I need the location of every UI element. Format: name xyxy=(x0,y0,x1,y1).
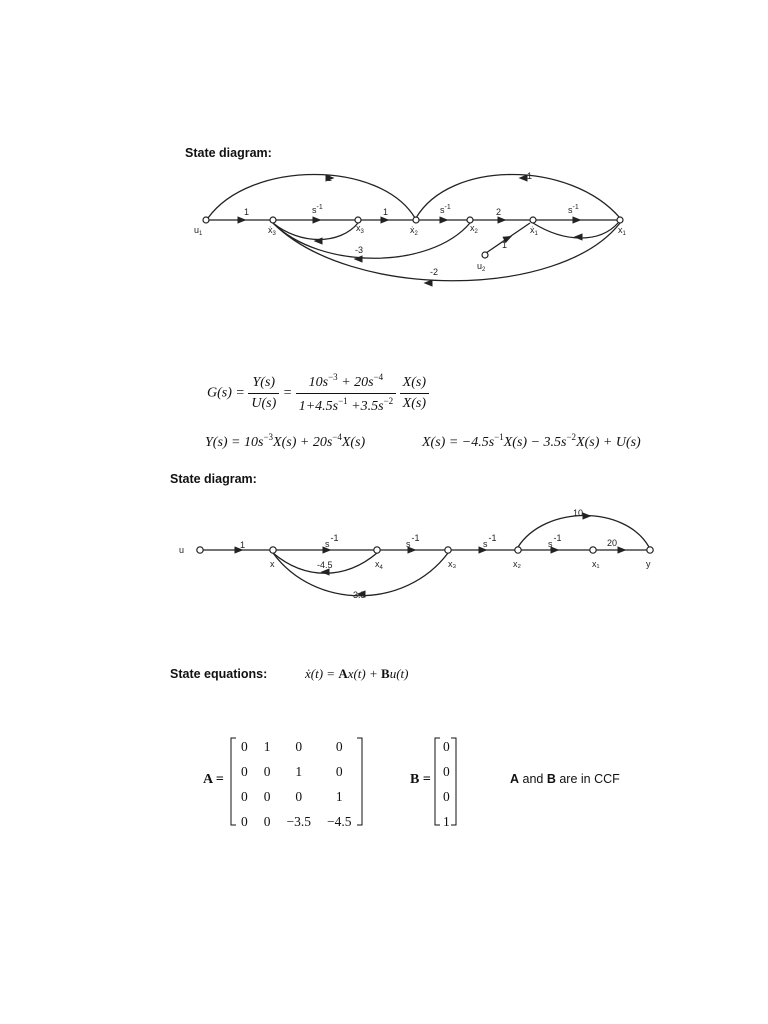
gain-top-feedback: -1 xyxy=(524,171,533,181)
matrix-a-cell: 0 xyxy=(241,738,248,754)
node-xdot2 xyxy=(413,217,419,223)
matrix-b-cell: 1 xyxy=(443,813,450,829)
matrix-a-cell: 0 xyxy=(335,763,343,779)
gain-minus-3-5: -3.5 xyxy=(350,590,366,600)
branch-x1-xd2-feedback xyxy=(416,175,620,219)
signal-flow-graph-2 xyxy=(165,500,685,610)
gain-20: 20 xyxy=(607,538,618,548)
matrix-a-row xyxy=(233,809,360,834)
node-x2 xyxy=(515,547,521,553)
x-over-x-fraction: $\frac{X(s)}{X(s)}$ xyxy=(400,375,429,412)
matrix-b-cell: 0 xyxy=(443,763,450,779)
matrix-b-row xyxy=(435,759,458,784)
node-u1 xyxy=(203,217,209,223)
gain-u-x: 1 xyxy=(240,540,246,550)
gain-minus-4-5: -4.5 xyxy=(317,560,333,570)
branch-x1-xd1-loop xyxy=(533,223,618,238)
matrix-b-row xyxy=(435,734,458,759)
state-space-equation: ẋ(t) = Ax(t) + Bu(t) xyxy=(305,666,409,681)
matrix-b-cell: 0 xyxy=(443,738,450,754)
state-diagram-heading-1: State diagram: xyxy=(185,146,272,160)
gain-s-b: s-1 xyxy=(406,533,420,549)
matrix-a-cell: 0 xyxy=(241,813,248,829)
node-x4 xyxy=(374,547,380,553)
matrix-a-cell: 1 xyxy=(295,763,303,779)
gain-s-c: s-1 xyxy=(483,533,497,549)
gain-top-1: 1 xyxy=(327,173,333,183)
label-x1: x₁ xyxy=(592,559,600,569)
node-x1 xyxy=(590,547,596,553)
node-u2 xyxy=(482,252,488,258)
output-equation: $Y(s) = 10s^{-3}X(s) + 20s^{-4}X(s)$ xyxy=(205,432,366,450)
matrix-a-cell: −3.5 xyxy=(286,813,311,829)
label-x3: $x_3$ xyxy=(356,223,364,235)
gain-s-d: s-1 xyxy=(548,533,562,549)
gain-minus-2: -2 xyxy=(430,267,439,277)
state-variable-equation: $X(s) = -4.5s^{-1}X(s) - 3.5s^{-2}X(s) + U(s)$ xyxy=(422,432,641,450)
label-y: y xyxy=(646,559,651,569)
g-of-s: G(s) = xyxy=(207,385,245,401)
matrix-a-row xyxy=(233,784,360,809)
node-xdot3 xyxy=(270,217,276,223)
matrix-a-cell: 0 xyxy=(295,788,303,804)
label-x2: $x_2$ xyxy=(470,223,478,235)
node-x1 xyxy=(617,217,623,223)
ccf-note: A and B are in CCF xyxy=(510,772,620,786)
label-x1: $x_1$ xyxy=(618,225,626,237)
node-xdot1 xyxy=(530,217,536,223)
gain-u2: 1 xyxy=(502,240,508,250)
gain-u1-xd3: 1 xyxy=(244,207,250,217)
gain-s1: $s^{-1}$ xyxy=(312,204,323,215)
gain-x2-xd1: 2 xyxy=(496,207,502,217)
state-equations-heading: State equations: xyxy=(170,667,268,681)
gain-s-a: s-1 xyxy=(325,533,339,549)
matrix-a-cell: 0 xyxy=(295,738,303,754)
y-over-u-fraction: $\frac{Y(s)}{U(s)}$ xyxy=(248,375,279,412)
gain-10: 10 xyxy=(573,508,584,518)
matrix-a-cell: 0 xyxy=(263,763,271,779)
matrix-a-cell: −4.5 xyxy=(327,813,352,829)
polynomial-fraction: $\frac{10s^{-3} + 20s^{-4}}{1+4.5s^{-1} +3.5s^{-2}}$ xyxy=(296,372,396,415)
node-u xyxy=(197,547,203,553)
matrix-b-label: B = xyxy=(410,772,431,787)
matrix-a-row xyxy=(233,734,360,759)
label-xdot1: ẋ$_1$ xyxy=(530,225,538,237)
matrix-a-cell: 0 xyxy=(241,763,248,779)
label-x4: $x_4$ xyxy=(375,559,383,571)
label-x2: x₂ xyxy=(513,559,521,569)
matrix-a-row xyxy=(233,759,360,784)
gain-x3-xd2: 1 xyxy=(383,207,389,217)
gain-minus-3: -3 xyxy=(355,245,364,255)
matrix-a xyxy=(233,734,360,834)
matrix-a-cell: 1 xyxy=(335,788,343,804)
node-x3 xyxy=(445,547,451,553)
gain-s3: $s^{-1}$ xyxy=(568,204,579,215)
node-x xyxy=(270,547,276,553)
label-x: x xyxy=(270,559,275,569)
branch-x2-y-feedforward xyxy=(518,516,649,548)
label-u1: $u_1$ xyxy=(194,225,203,237)
matrix-b-row xyxy=(435,809,458,834)
label-u: u xyxy=(179,545,185,555)
matrix-a-cell: 0 xyxy=(263,813,271,829)
label-u2: $u_2$ xyxy=(477,261,486,273)
state-diagram-heading-2: State diagram: xyxy=(170,472,257,486)
signal-flow-graph-1 xyxy=(180,165,680,295)
matrix-b xyxy=(435,734,458,834)
branch-x2-xd3-feedback xyxy=(273,223,470,258)
transfer-function-equation xyxy=(207,372,429,415)
matrix-a-cell: 0 xyxy=(263,788,271,804)
matrix-b-cell: 0 xyxy=(443,788,450,804)
node-y xyxy=(647,547,653,553)
matrix-a-cell: 1 xyxy=(263,738,271,754)
matrix-a-cell: 0 xyxy=(335,738,343,754)
label-xdot3: ẋ$_3$ xyxy=(268,225,276,237)
equals-sign: = xyxy=(282,385,293,401)
matrix-a-label: A = xyxy=(203,772,224,787)
matrix-a-cell: 0 xyxy=(241,788,248,804)
label-x3: x₃ xyxy=(448,559,457,569)
matrix-b-row xyxy=(435,784,458,809)
branch-x3-xd3-loop xyxy=(273,223,358,240)
label-xdot2: ẋ$_2$ xyxy=(410,225,418,237)
gain-s2: $s^{-1}$ xyxy=(440,204,451,215)
